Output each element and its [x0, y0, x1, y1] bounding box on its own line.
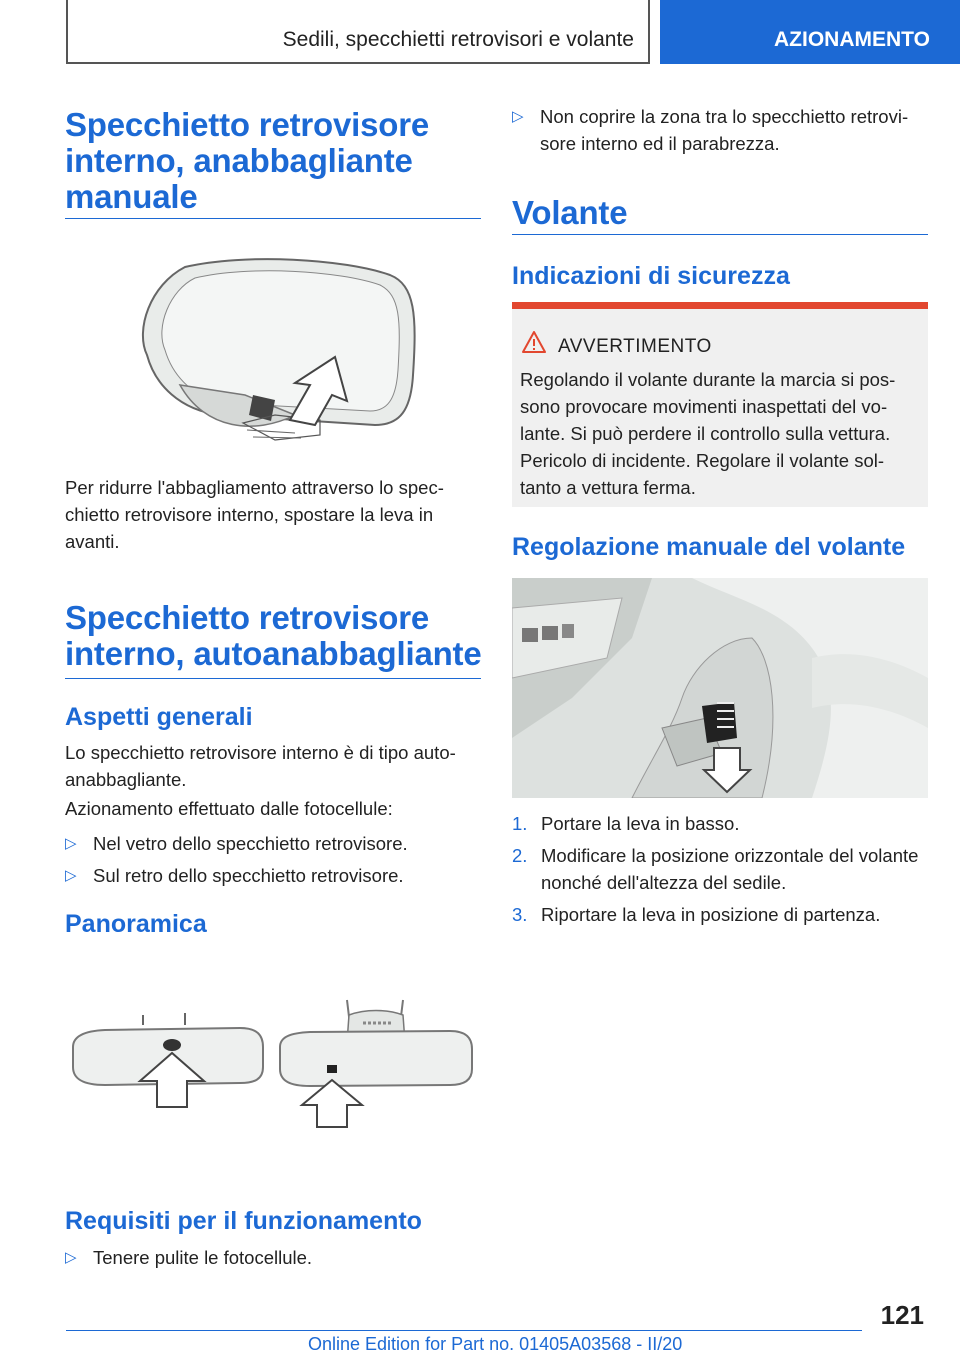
list-item: ▷ Sul retro dello specchietto retrovisore. [65, 862, 485, 889]
heading-safety: Indicazioni di sicurezza [512, 262, 790, 290]
manual-mirror-text: Per ridurre l'abbagliamento attraverso lo spec‐ chietto retrovisore interno, spostare la leva in avanti. [65, 477, 444, 552]
manual-mirror-figure [125, 245, 425, 445]
triangle-right-icon: ▷ [65, 867, 77, 884]
warning-text: Regolando il volante durante la marcia si pos‐ sono provocare movimenti inaspettati del vo‐ lante. Si può perdere il controllo sulla vettura. Pericolo di incidente. Regolare il volante sol‐ tanto a vettura ferma. [520, 369, 896, 498]
warning-box [512, 302, 928, 507]
triangle-right-icon: ▷ [65, 1249, 77, 1266]
footer-rule [66, 1330, 862, 1331]
steering-lever-figure [512, 578, 928, 798]
cells-intro-text: Azionamento effettuato dalle fotocellule: [65, 798, 393, 819]
header-section-title: Sedili, specchietti retrovisori e volante [282, 28, 634, 51]
page-number: 121 [880, 1300, 924, 1330]
heading-requirements: Requisiti per il funzionamento [65, 1207, 422, 1235]
warning-title: AVVERTIMENTO [558, 336, 712, 357]
heading-rule [65, 218, 481, 219]
step-item: 1. Portare la leva in basso. [512, 813, 740, 834]
heading-manual-adjust: Regolazione manuale del volante [512, 533, 906, 561]
step-item: 3. Riportare la leva in posizione di partenza. [512, 904, 881, 925]
overview-mirrors-figure [65, 995, 481, 1135]
header-chapter-tab: AZIONAMENTO [660, 0, 960, 64]
list-item: ▷ Non coprire la zona tra lo specchietto retrovi‐ sore interno ed il parabrezza. [512, 103, 932, 157]
header-section-box [66, 0, 650, 64]
list-item: ▷ Tenere pulite le fotocellule. [65, 1244, 485, 1271]
heading-auto-mirror: Specchietto retrovisore interno, autoanabbagliante [65, 599, 482, 672]
heading-rule [65, 678, 481, 679]
warning-triangle-icon [522, 330, 546, 354]
triangle-right-icon: ▷ [512, 108, 524, 125]
heading-overview: Panoramica [65, 910, 207, 938]
heading-general: Aspetti generali [65, 703, 253, 731]
step-item: 2. Modificare la posizione orizzontale del volante nonché dell'altezza del sedile. [512, 845, 919, 893]
heading-steering-wheel: Volante [512, 194, 628, 231]
heading-rule [512, 234, 928, 235]
footer-edition: Online Edition for Part no. 01405A03568 - II/20 [308, 1334, 683, 1354]
triangle-right-icon: ▷ [65, 835, 77, 852]
list-item: ▷ Nel vetro dello specchietto retrovisore. [65, 830, 485, 857]
heading-manual-mirror: Specchietto retrovisore interno, anabbagliante manuale [65, 106, 430, 215]
general-text: Lo specchietto retrovisore interno è di tipo auto‐ anabbagliante. [65, 742, 456, 790]
